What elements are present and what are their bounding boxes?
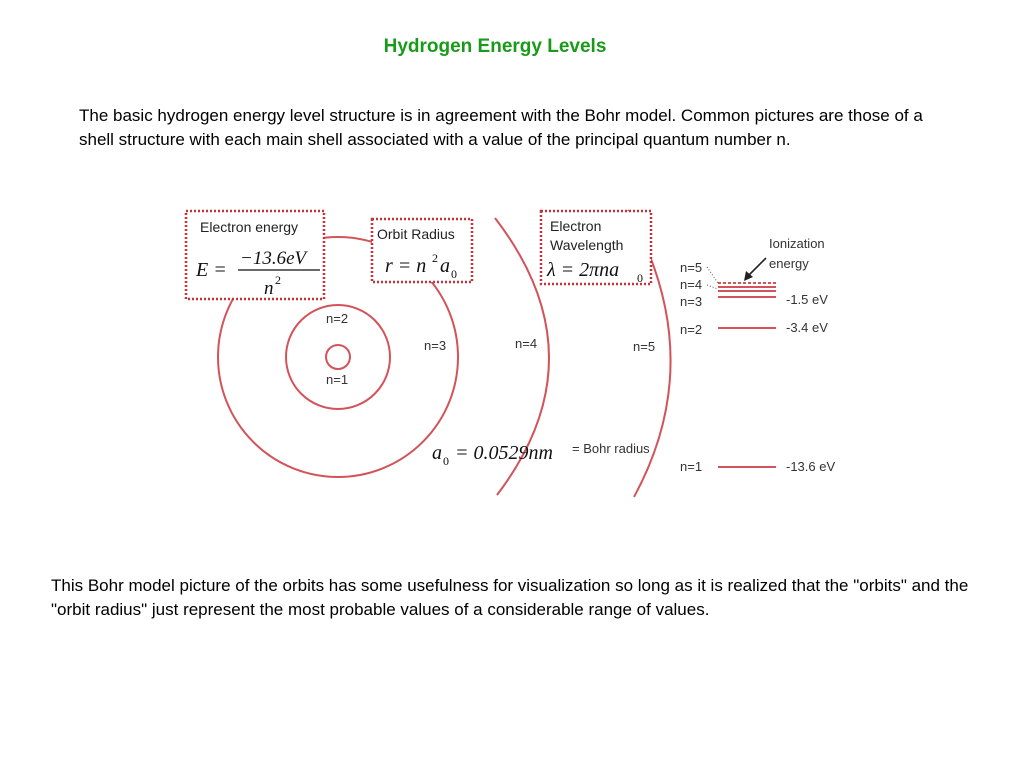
level-label-n1: n=1 [680, 459, 703, 474]
bohr-radius-symbol-subscript: 0 [443, 454, 449, 468]
orbit-label-n5: n=5 [633, 339, 656, 354]
energy-value-n2: -3.4 eV [786, 320, 828, 335]
energy-box-title: Electron energy [200, 219, 299, 235]
energy-formula-numerator: −13.6eV [240, 248, 307, 269]
page-title: Hydrogen Energy Levels [383, 36, 607, 57]
wavelength-formula-subscript: 0 [637, 271, 643, 285]
wavelength-formula: λ = 2πna [547, 259, 620, 281]
level-label-n4: n=4 [680, 277, 703, 292]
energy-value-n1: -13.6 eV [786, 459, 836, 474]
level-label-n3: n=3 [680, 294, 703, 309]
radius-formula: r = n [385, 255, 427, 277]
orbit-label-n2: n=2 [326, 311, 349, 326]
level-label-n5: n=5 [680, 260, 703, 275]
connector-n5 [707, 267, 718, 283]
outro-paragraph: This Bohr model picture of the orbits has some usefulness for visualization so long as it is realized that the "orbits" and the "orbit radius" just represent the most probable values of a considerable range of values. [51, 576, 969, 619]
bohr-radius-value: = 0.0529nm [455, 442, 553, 464]
orbit-label-n4: n=4 [515, 336, 538, 351]
bohr-radius-symbol: a [432, 442, 442, 464]
orbit-label-n3: n=3 [424, 338, 447, 353]
energy-formula-denominator-exponent: 2 [275, 273, 281, 287]
wavelength-box-title-line2: Wavelength [550, 237, 624, 253]
energy-formula-lhs: E = [196, 259, 227, 281]
connector-n4 [707, 285, 718, 289]
ionization-arrow [748, 258, 766, 276]
bohr-radius-label: = Bohr radius [572, 441, 650, 456]
ionization-label-line1: Ionization [769, 236, 825, 251]
ionization-label-line2: energy [769, 256, 809, 271]
radius-formula-exponent: 2 [432, 251, 438, 265]
energy-value-n3: -1.5 eV [786, 292, 828, 307]
wavelength-box-title-line1: Electron [550, 218, 602, 234]
level-label-n2: n=2 [680, 322, 703, 337]
radius-box-title: Orbit Radius [377, 226, 455, 242]
radius-formula-tail-subscript: 0 [451, 267, 457, 281]
energy-formula-denominator: n [264, 278, 274, 299]
orbit-label-n1: n=1 [326, 372, 349, 387]
radius-formula-tail: a [440, 255, 450, 277]
orbit-n1 [326, 345, 350, 369]
intro-paragraph: The basic hydrogen energy level structure is in agreement with the Bohr model. Common pictures are those of a shell structure with each main shell associated with a value of the principal quantum number n. [79, 106, 923, 149]
